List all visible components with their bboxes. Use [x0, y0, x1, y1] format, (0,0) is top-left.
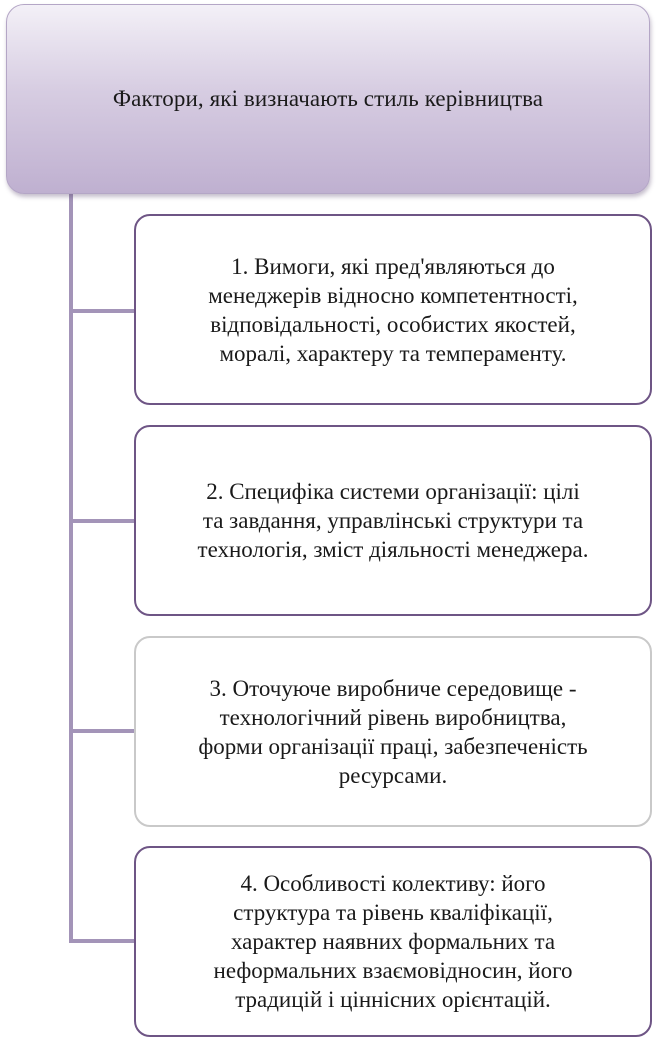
factor-node-1: [134, 214, 652, 405]
factor-node-4: [134, 846, 652, 1037]
factor-node-4-text: 4. Особливості колективу: його структура та рівень кваліфікації, характер наявних формальних та неформальних взаємовідносин, його традицій і ціннісних орієнтацій.: [213, 871, 573, 1012]
root-node: [6, 4, 650, 194]
factor-node-2: [134, 425, 652, 616]
factor-node-3-text: 3. Оточуюче виробниче середовище - технологічний рівень виробництва, форми організації праці, забезпеченість ресурсами.: [198, 675, 588, 788]
factor-node-2-text: 2. Специфіка системи організації: цілі та завдання, управлінські структури та технологія, зміст діяльності менеджера.: [197, 479, 589, 562]
root-node-title: Фактори, які визначають стиль керівництва: [112, 86, 544, 111]
factor-node-1-text: 1. Вимоги, які пред'являються до менеджерів відносно компетентності, відповідальності, особистих якостей, моралі, характеру та темпераменту.: [208, 253, 578, 366]
factor-node-3: [134, 636, 652, 827]
